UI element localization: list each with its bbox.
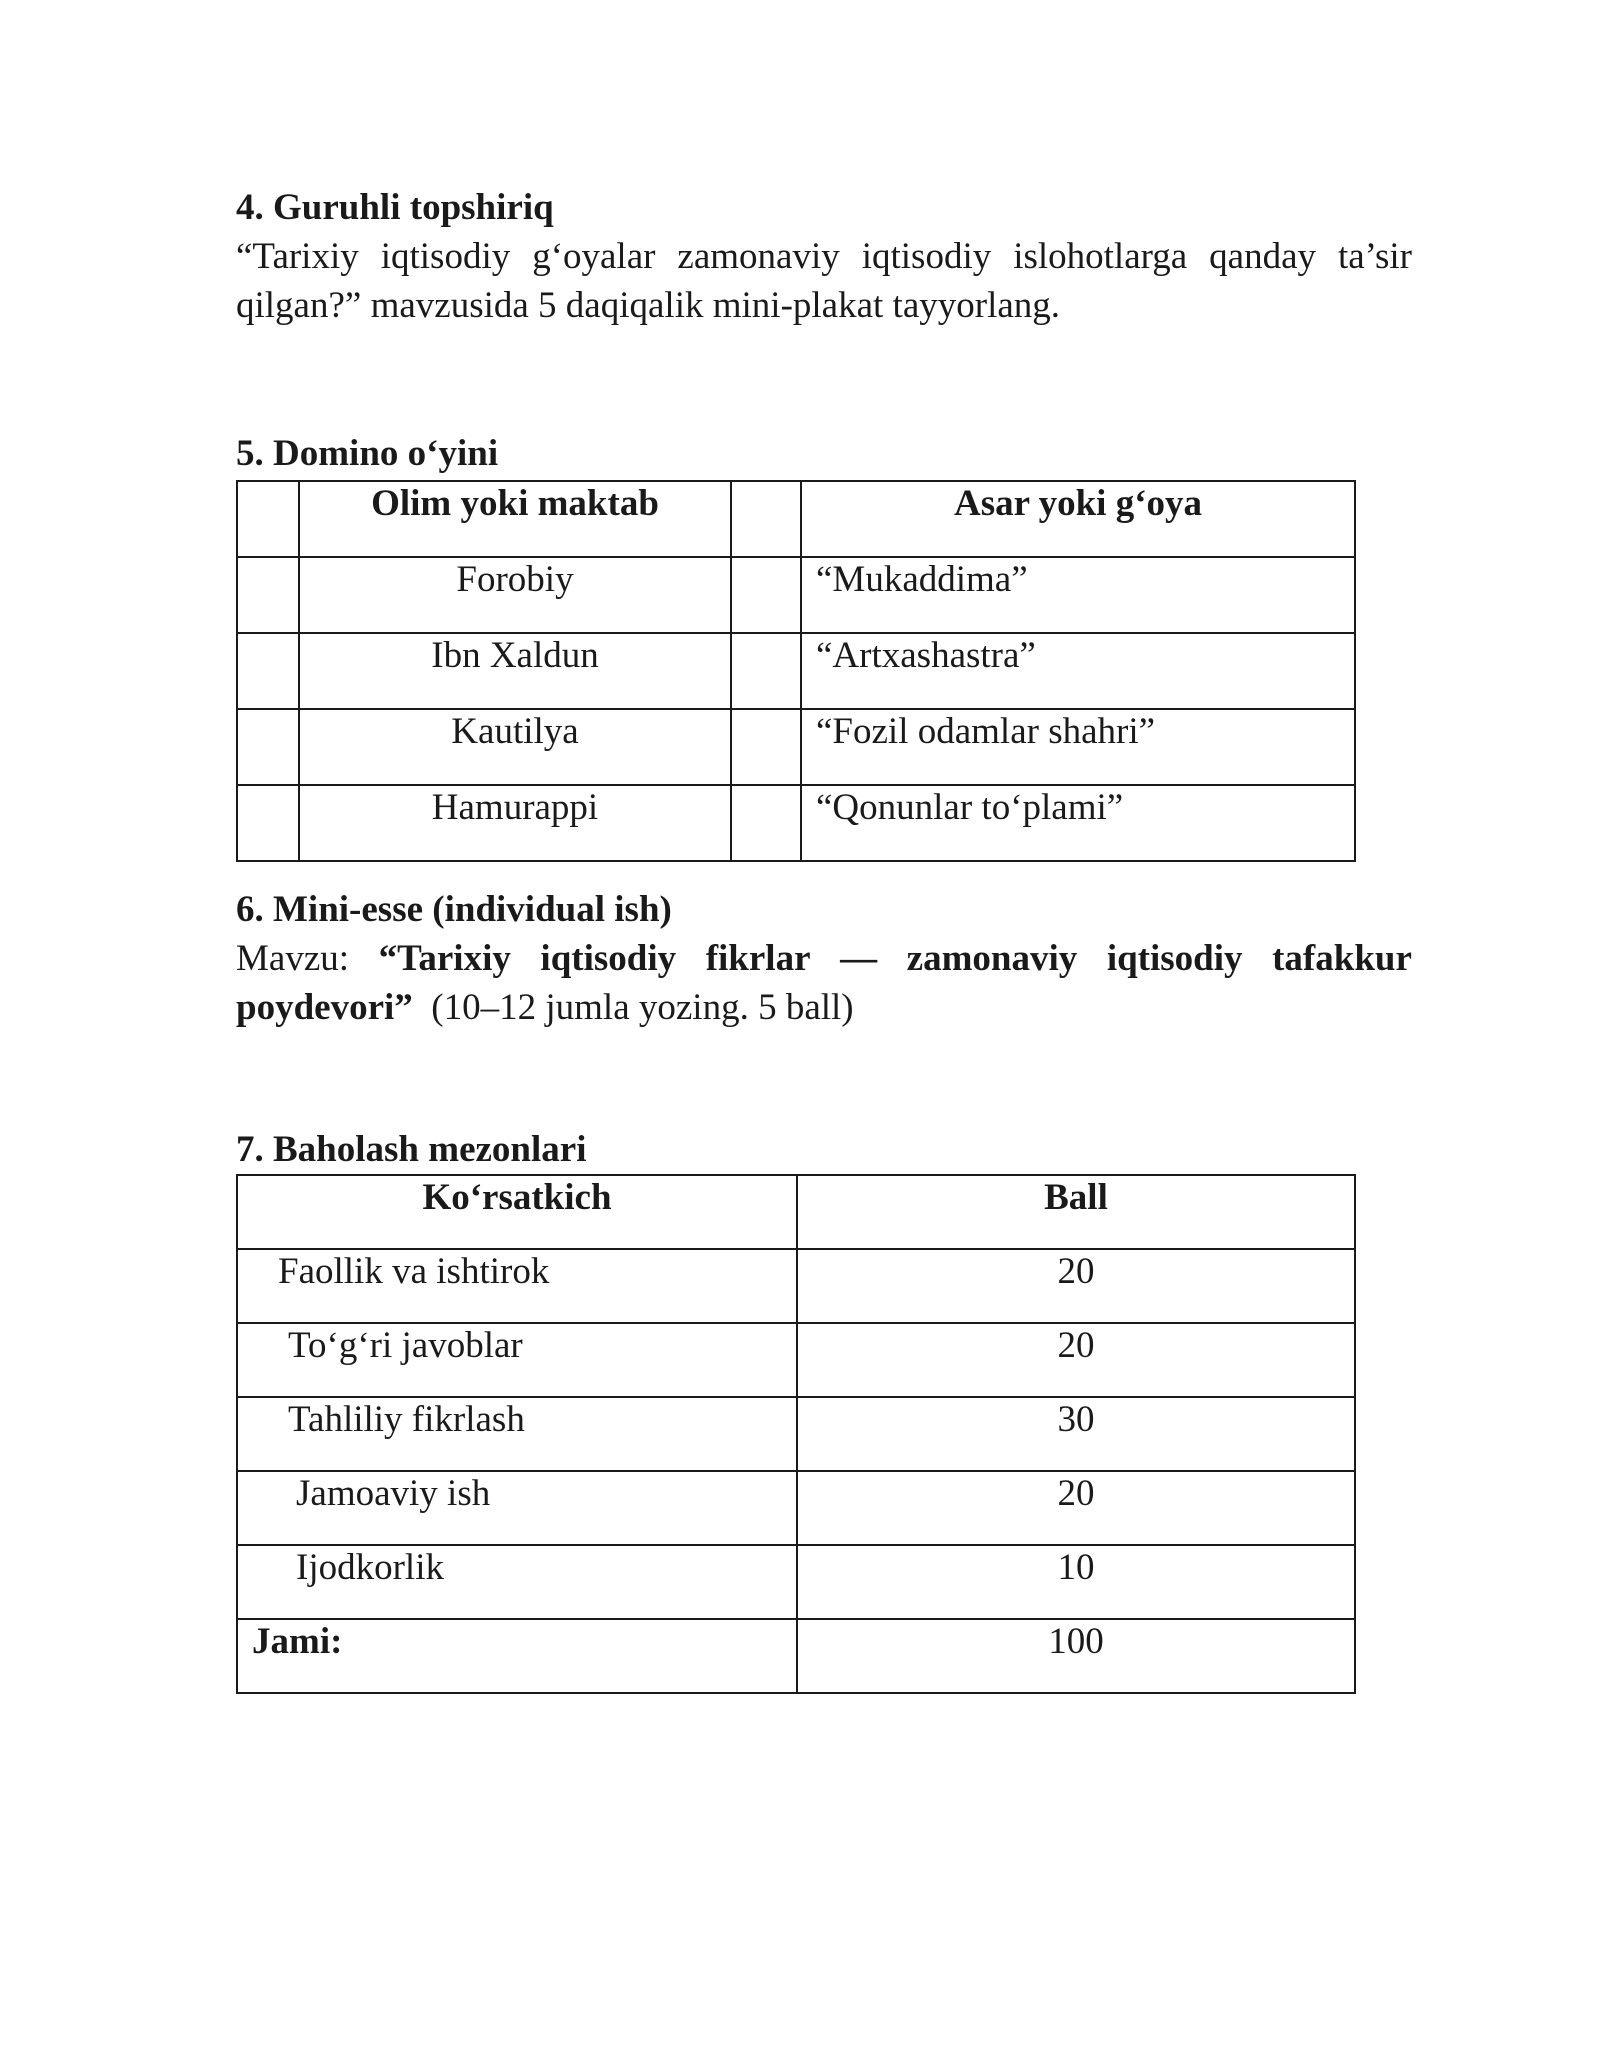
criteria-table	[236, 1174, 1356, 1694]
mini-essay-heading: 6. Mini-esse (individual ish)	[236, 889, 672, 930]
mini-essay-line-1	[236, 934, 1412, 983]
table-row	[237, 1471, 1355, 1545]
table-cell	[237, 709, 299, 785]
essay-instructions: (10–12 jumla yozing. 5 ball)	[431, 987, 854, 1028]
table-row	[237, 633, 1355, 709]
table-row	[237, 1397, 1355, 1471]
word: “Tarixiy	[378, 938, 511, 979]
header-scholar: Olim yoki maktab	[299, 481, 731, 557]
table-row	[237, 785, 1355, 861]
table-cell	[237, 785, 299, 861]
table-row	[237, 557, 1355, 633]
table-cell	[731, 557, 801, 633]
table-cell	[731, 785, 801, 861]
score-cell: 20	[797, 1249, 1355, 1323]
word: —	[840, 938, 878, 979]
work-cell: “Fozil odamlar shahri”	[801, 709, 1355, 785]
table-row	[237, 1545, 1355, 1619]
word: iqtisodiy	[861, 236, 992, 277]
word: islohotlarga	[1013, 236, 1188, 277]
scholar-cell: Kautilya	[299, 709, 731, 785]
header-work: Asar yoki g‘oya	[801, 481, 1355, 557]
indicator-cell: Faollik va ishtirok	[237, 1249, 797, 1323]
table-cell	[237, 481, 299, 557]
word: iqtisodiy	[540, 938, 677, 979]
word: tafakkur	[1272, 938, 1412, 979]
total-row	[237, 1619, 1355, 1693]
total-label: Jami:	[237, 1619, 797, 1693]
table-header-row	[237, 481, 1355, 557]
word: “Tarixiy	[236, 236, 359, 277]
table-row	[237, 1323, 1355, 1397]
group-task-line-1	[236, 232, 1412, 281]
score-cell: 20	[797, 1471, 1355, 1545]
work-cell: “Artxashastra”	[801, 633, 1355, 709]
indicator-cell: To‘g‘ri javoblar	[237, 1323, 797, 1397]
header-indicator: Ko‘rsatkich	[237, 1175, 797, 1249]
mini-essay-text	[236, 934, 1412, 1032]
score-cell: 10	[797, 1545, 1355, 1619]
table-header-row	[237, 1175, 1355, 1249]
table-row	[237, 709, 1355, 785]
table-cell	[731, 633, 801, 709]
total-value: 100	[797, 1619, 1355, 1693]
indicator-cell: Tahliliy fikrlash	[237, 1397, 797, 1471]
topic-label: Mavzu:	[236, 938, 350, 979]
criteria-heading: 7. Baholash mezonlari	[236, 1129, 587, 1170]
group-task-text	[236, 232, 1412, 330]
word: iqtisodiy	[1106, 938, 1243, 979]
word: iqtisodiy	[380, 236, 511, 277]
topic-end: poydevori”	[236, 987, 413, 1028]
group-task-heading: 4. Guruhli topshiriq	[236, 187, 554, 228]
table-cell	[731, 709, 801, 785]
table-cell	[237, 633, 299, 709]
word: qanday	[1209, 236, 1317, 277]
group-task-line-2: qilgan?” mavzusida 5 daqiqalik mini-plakat tayyorlang.	[236, 285, 1061, 326]
table-cell	[237, 557, 299, 633]
word: zamonaviy	[677, 236, 840, 277]
word: ta’sir	[1337, 236, 1412, 277]
work-cell: “Mukaddima”	[801, 557, 1355, 633]
mini-essay-line-2	[236, 983, 1412, 1032]
indicator-cell: Ijodkorlik	[237, 1545, 797, 1619]
scholar-cell: Ibn Xaldun	[299, 633, 731, 709]
score-cell: 30	[797, 1397, 1355, 1471]
word: fikrlar	[705, 938, 811, 979]
word: g‘oyalar	[532, 236, 656, 277]
table-cell	[731, 481, 801, 557]
header-score: Ball	[797, 1175, 1355, 1249]
domino-table	[236, 480, 1356, 862]
table-row	[237, 1249, 1355, 1323]
score-cell: 20	[797, 1323, 1355, 1397]
word: zamonaviy	[906, 938, 1078, 979]
scholar-cell: Hamurappi	[299, 785, 731, 861]
work-cell: “Qonunlar to‘plami”	[801, 785, 1355, 861]
indicator-cell: Jamoaviy ish	[237, 1471, 797, 1545]
domino-heading: 5. Domino o‘yini	[236, 433, 499, 474]
scholar-cell: Forobiy	[299, 557, 731, 633]
